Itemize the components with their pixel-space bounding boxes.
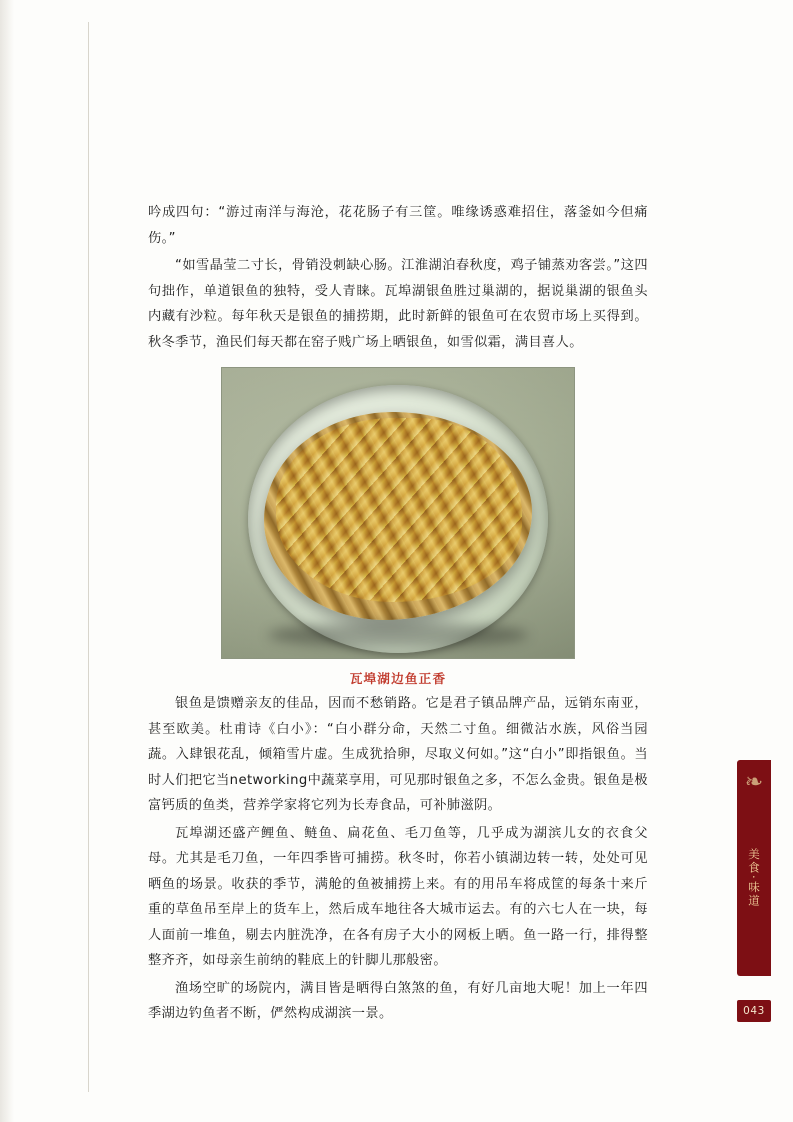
figure-block xyxy=(148,367,648,687)
paragraph-5: 渔场空旷的场院内，满目皆是晒得白煞煞的鱼，有好几亩地大呢！加上一年四季湖边钓鱼者不断，俨然构成湖滨一景。 xyxy=(148,980,648,1021)
plate-shadow xyxy=(268,622,528,648)
dried-fish-platter-photo xyxy=(221,367,575,659)
page-number: 043 xyxy=(737,1000,771,1022)
side-tab-label: 美食·味道 xyxy=(747,848,761,908)
flower-ornament-icon: ❧ xyxy=(744,770,764,795)
paragraph-4: 瓦埠湖还盛产鲤鱼、鲢鱼、扁花鱼、毛刀鱼等，几乎成为湖滨儿女的衣食父母。尤其是毛刀鱼，一年四季皆可捕捞。秋冬时，你若小镇湖边转一转，处处可见晒鱼的场景。收获的季节，满舱的鱼被捕捞上来。有的用吊车将成筐的每条十来斤重的草鱼吊至岸上的货车上，然后成车地往各大城市运去。有的六七人在一块，每人面前一堆鱼，剔去内脏洗净，在各有房子大小的网板上晒。鱼一路一行，排得整整齐齐，如母亲生前纳的鞋底上的针脚儿那般密。 xyxy=(148,825,648,968)
paragraph-2: “如雪晶莹二寸长，骨销没刺缺心肠。江淮湖泊春秋度，鸡子铺蒸劝客尝。”这四句拙作，单道银鱼的独特，受人青睐。瓦埠湖银鱼胜过巢湖的，据说巢湖的银鱼头内藏有沙粒。每年秋天是银鱼的捕捞期，此时新鲜的银鱼可在农贸市场上买得到。秋冬季节，渔民们每天都在窑子贱广场上晒银鱼，如雪似霜，满目喜人。 xyxy=(148,258,648,350)
paragraph-1: 吟成四句：“游过南洋与海沧，花花肠子有三筐。唯缘诱惑难招住，落釜如今但痛伤。” xyxy=(148,205,648,246)
section-side-tab xyxy=(737,760,771,976)
page-content xyxy=(148,200,648,1029)
paragraph-3: 银鱼是馈赠亲友的佳品，因而不愁销路。它是君子镇品牌产品，远销东南亚，甚至欧美。杜甫诗《白小》：“白小群分命，天然二寸鱼。细微沾水族，风俗当园蔬。入肆银花乱，倾箱雪片虚。生成犹拾卵，尽取义何如。”这“白小”即指银鱼。当时人们把它当networking中蔬菜享用，可见那时银鱼之多，不怎么金贵。银鱼是极富钙质的鱼类，营养学家将它列为长寿食品，可补肺滋阴。 xyxy=(148,696,648,813)
figure-caption: 瓦埠湖边鱼正香 xyxy=(349,671,447,686)
